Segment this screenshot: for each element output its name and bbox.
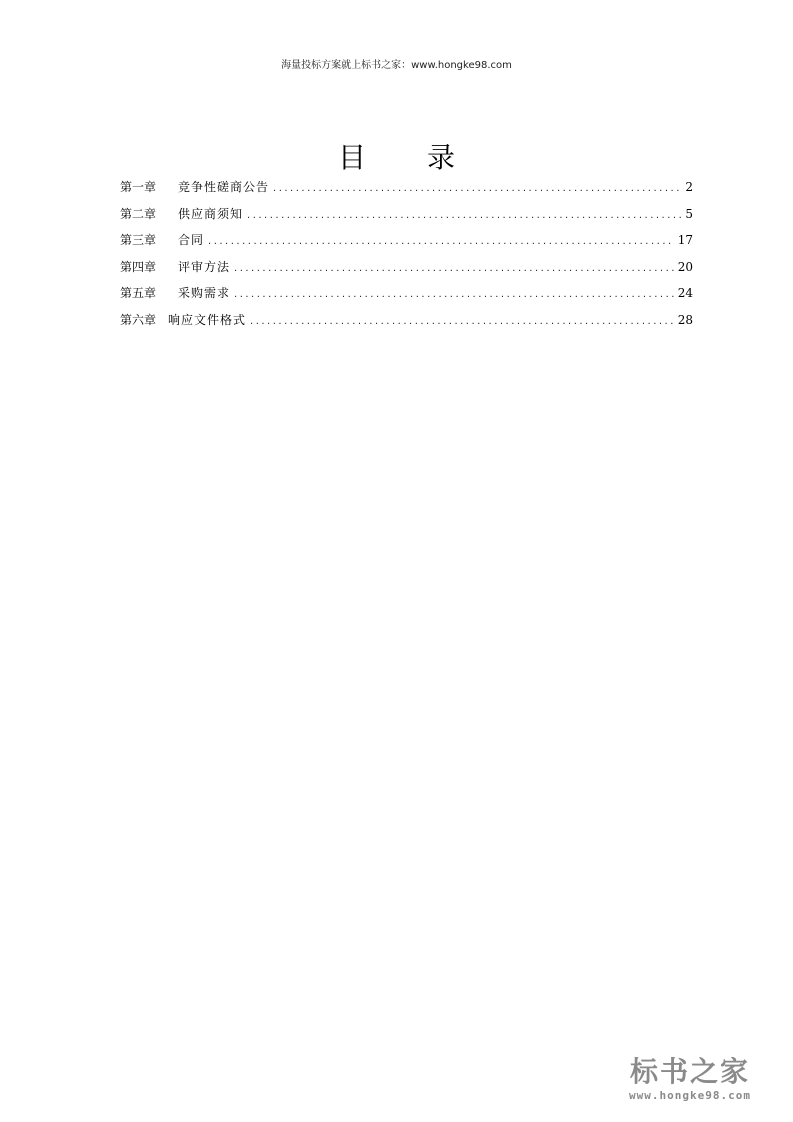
- toc-entry[interactable]: [120, 178, 693, 205]
- toc-entry[interactable]: [120, 284, 693, 311]
- toc-chapter-number: 第三章: [120, 233, 157, 247]
- toc-entry[interactable]: [120, 258, 693, 285]
- toc-chapter-number: 第六章: [120, 312, 157, 327]
- toc-page-number: 2: [685, 180, 693, 194]
- toc-entry[interactable]: [120, 311, 693, 338]
- page-header: 海量投标方案就上标书之家：www.hongke98.com: [281, 60, 512, 71]
- toc-page-number: 28: [677, 312, 693, 327]
- toc-leader-dots: [208, 236, 674, 247]
- toc-chapter-title: 采购需求: [178, 286, 231, 300]
- toc-chapter-number: 第二章: [120, 206, 157, 221]
- toc-chapter-number: 第四章: [120, 259, 157, 274]
- toc-leader-dots: [247, 210, 681, 221]
- toc-entry[interactable]: [120, 231, 693, 258]
- toc-chapter-number: 第五章: [120, 286, 157, 300]
- toc-chapter-title: 竞争性磋商公告: [178, 180, 270, 194]
- toc-entry[interactable]: [120, 205, 693, 232]
- toc-page-number: 17: [677, 233, 693, 247]
- toc-leader-dots: [250, 316, 674, 327]
- toc-chapter-title: 响应文件格式: [168, 312, 247, 327]
- toc-leader-dots: [234, 289, 674, 300]
- toc-leader-dots: [273, 183, 681, 194]
- toc-chapter-title: 合同: [178, 233, 205, 247]
- toc-page-number: 20: [677, 259, 693, 274]
- toc-leader-dots: [234, 263, 674, 274]
- logo-url: www.hongke98.com: [629, 1089, 751, 1102]
- watermark-logo: [615, 1055, 765, 1102]
- toc-title: 目 录: [338, 141, 481, 174]
- toc-page-number: 5: [685, 206, 693, 221]
- table-of-contents: [120, 178, 693, 337]
- logo-text: 标书之家: [629, 1055, 750, 1088]
- toc-page-number: 24: [677, 286, 693, 300]
- toc-chapter-number: 第一章: [120, 180, 157, 194]
- toc-chapter-title: 评审方法: [178, 259, 231, 274]
- toc-chapter-title: 供应商须知: [178, 206, 244, 221]
